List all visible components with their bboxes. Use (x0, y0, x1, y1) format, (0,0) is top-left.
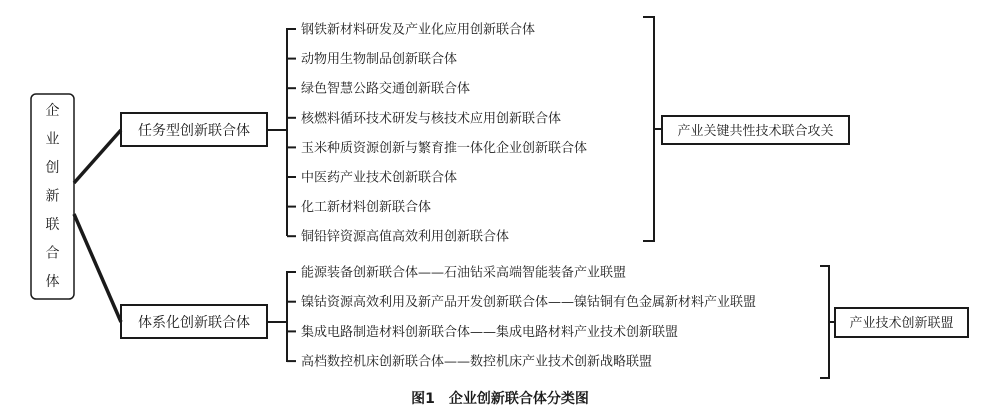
branch1-item: 核燃料循环技术研发与核技术应用创新联合体 (301, 111, 562, 127)
root-label-char: 体 (45, 274, 60, 290)
branch1-item: 钢铁新材料研发及产业化应用创新联合体 (301, 22, 536, 38)
branch1-target-label: 产业关键共性技术联合攻关 (677, 124, 834, 139)
branch1-item: 动物用生物制品创新联合体 (301, 52, 458, 68)
root-label-char: 新 (45, 188, 60, 205)
root-to-branch1-connector (74, 130, 121, 183)
figure-caption: 图1 企业创新联合体分类图 (411, 391, 589, 407)
branch1-item: 化工新材料创新联合体 (301, 200, 432, 216)
branch2-item: 镍钴资源高效利用及新产品开发创新联合体——镍钴铜有色金属新材料产业联盟 (301, 295, 757, 311)
branch2-bracket (820, 266, 829, 378)
branch1-item-list (287, 22, 587, 245)
branch2-item: 集成电路制造材料创新联合体——集成电路材料产业技术创新联盟 (301, 324, 679, 340)
branch2-item-list (287, 265, 756, 370)
branch1-item: 玉米种质资源创新与繁育推一体化企业创新联合体 (301, 140, 588, 156)
root-label (46, 103, 60, 290)
branch1-bracket (643, 17, 654, 241)
branch1-item: 铜铅锌资源高值高效利用创新联合体 (301, 229, 510, 245)
root-label-char: 联 (45, 217, 60, 233)
branch1-item: 中医药产业技术创新联合体 (301, 170, 458, 186)
root-label-char: 创 (45, 160, 60, 176)
branch2-target-label: 产业技术创新联盟 (849, 316, 954, 331)
root-label-char: 业 (45, 131, 60, 148)
root-label-char: 合 (45, 245, 60, 262)
branch2-item: 高档数控机床创新联合体——数控机床产业技术创新战略联盟 (301, 354, 653, 370)
root-label-char: 企 (45, 103, 60, 119)
branch1-item: 绿色智慧公路交通创新联合体 (301, 81, 471, 97)
branch2-label: 体系化创新联合体 (138, 315, 250, 331)
branch1-label: 任务型创新联合体 (138, 123, 250, 139)
branch2-item: 能源装备创新联合体——石油钻采高端智能装备产业联盟 (301, 265, 627, 281)
root-to-branch2-connector (74, 214, 121, 322)
